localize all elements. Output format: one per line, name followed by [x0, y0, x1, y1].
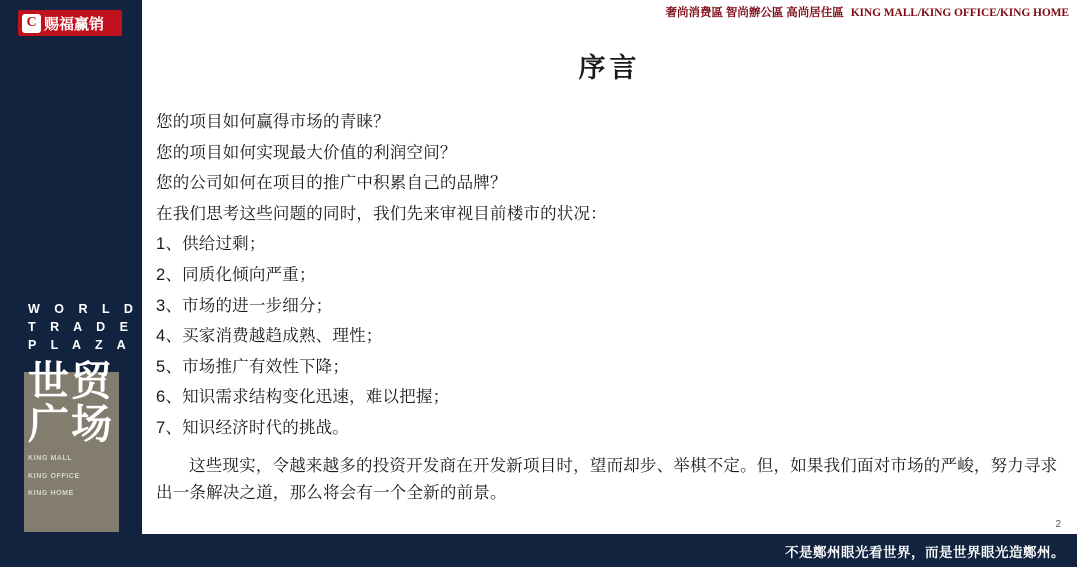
body-list: [142, 107, 1077, 507]
footer-slogan: 不是鄭州眼光看世界，而是世界眼光造鄭州。: [785, 545, 1065, 560]
brand-en-line3: P L A Z A: [28, 338, 132, 352]
list-item: 7、知识经济时代的挑战。: [156, 418, 350, 437]
list-item: 6、知识需求结构变化迅速，难以把握；: [156, 388, 450, 407]
list-item: 3、市场的进一步细分；: [156, 296, 333, 315]
header-tagline-en: KING MALL/KING OFFICE/KING HOME: [850, 7, 1069, 19]
company-logo: [18, 10, 122, 36]
list-item: 您的项目如何赢得市场的青睐？: [156, 113, 390, 131]
list-item: 您的项目如何实现最大价值的利润空间？: [156, 143, 457, 162]
list-item: 1、供给过剩；: [156, 235, 266, 254]
page-number: 2: [1055, 519, 1061, 530]
brand-sub-line3: KING HOME: [28, 490, 74, 497]
closing-paragraph: 这些现实，令越来越多的投资开发商在开发新项目时，望而却步、举棋不定。但，如果我们面对市场的严峻，努力寻求出一条解决之道，那么将会有一个全新的前景。: [156, 456, 1058, 502]
logo-text: 赐福赢销: [44, 15, 105, 33]
brand-cn-line1: 世贸: [28, 358, 114, 404]
header-tagline-cn: 奢尚消费區 智尚辦公區 高尚居住區: [665, 7, 844, 19]
brand-cn-line2: 广场: [28, 401, 114, 447]
list-item: 5、市场推广有效性下降；: [156, 357, 350, 376]
brand-block: [28, 300, 139, 499]
list-item: 2、同质化倾向严重；: [156, 265, 316, 284]
brand-sub-line1: KING MALL: [28, 455, 73, 462]
header-tagline: [665, 4, 1069, 20]
brand-en-line1: W O R L D: [28, 302, 139, 316]
list-item: 您的公司如何在项目的推广中积累自己的品牌？: [156, 174, 507, 193]
brand-sub-line2: KING OFFICE: [28, 472, 80, 480]
brand-en-line2: T R A D E: [28, 320, 134, 334]
page-title: 序言: [578, 53, 641, 83]
list-item: 在我们思考这些问题的同时，我们先来审视目前楼市的状况：: [156, 204, 607, 223]
list-item: 4、买家消费越趋成熟、理性；: [156, 327, 383, 346]
footer: [0, 534, 1077, 567]
header-strip: [142, 0, 1077, 24]
logo-mark-icon: C: [22, 14, 41, 33]
sidebar: [0, 0, 142, 567]
slide-content: [142, 24, 1077, 534]
